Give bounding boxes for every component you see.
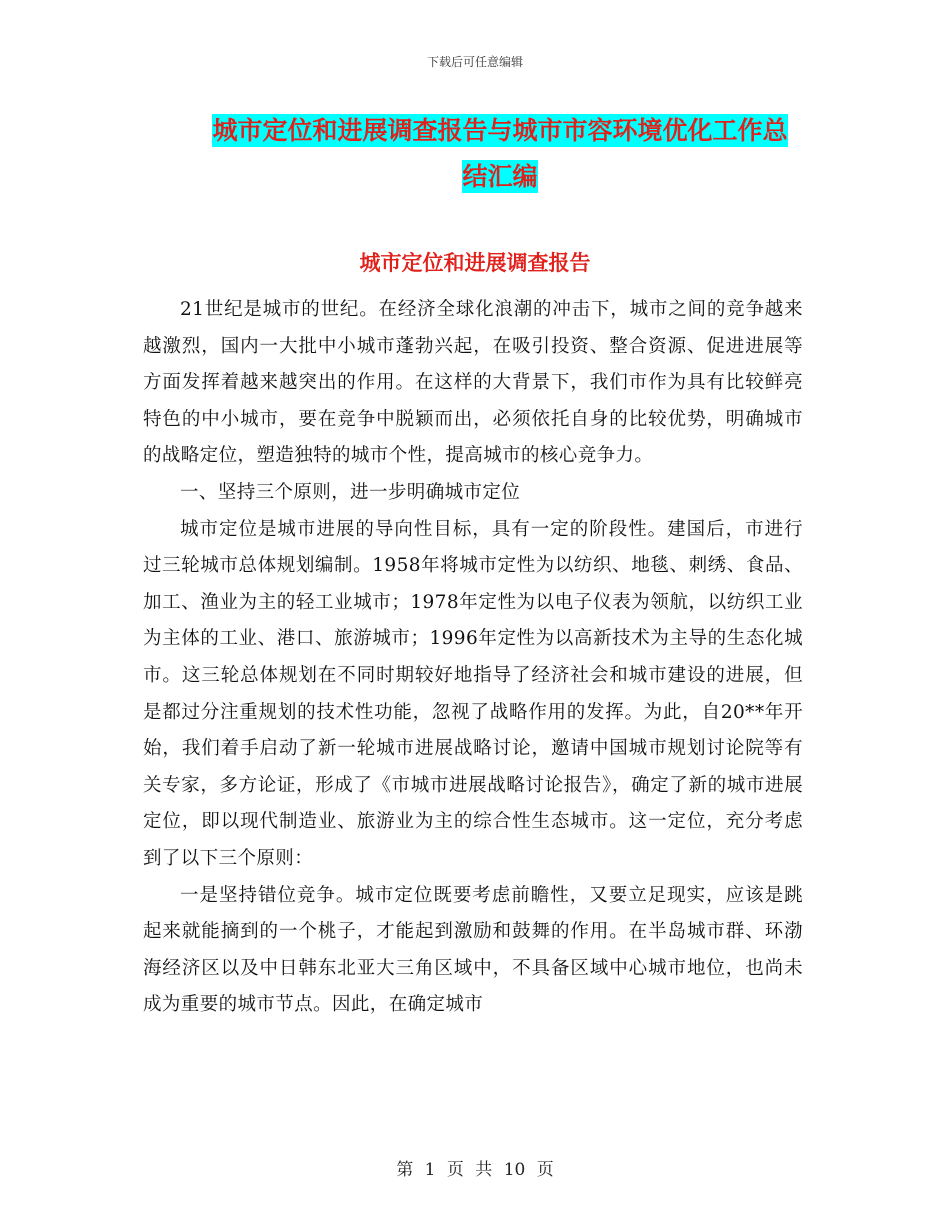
page-footer: 第 1 页 共 10 页 — [396, 1160, 554, 1180]
header-note: 下载后可任意编辑 — [426, 55, 523, 69]
document-title — [150, 108, 850, 200]
paragraph-staggered-competition: 一是坚持错位竞争。城市定位既要考虑前瞻性，又要立足现实，应该是跳起来就能摘到的一个桃子，才能起到激励和鼓舞的作用。在半岛城市群、环渤海经济区以及中日韩东北亚大三角区域中，不具备区域中心城市地位，也尚未成为重要的城市节点。因此，在确定城市 — [143, 884, 803, 1016]
section-title: 城市定位和进展调查报告 — [359, 250, 591, 275]
document-title-line-2: 结汇编 — [462, 162, 538, 191]
paragraph-heading-principles: 一、坚持三个原则，进一步明确城市定位 — [180, 481, 521, 503]
paragraph-city-positioning: 城市定位是城市进展的导向性目标，具有一定的阶段性。建国后，市进行过三轮城市总体规划编制。1958年将城市定性为以纺织、地毯、刺绣、食品、加工、渔业为主的轻工业城市；1978年定性为以电子仪表为领航，以纺织工业为主体的工业、港口、旅游城市；1996年定性为以高新技术为主导的生态化城市。这三轮总体规划在不同时期较好地指导了经济社会和城市建设的进展，但是都过分注重规划的技术性功能，忽视了战略作用的发挥。为此，自20**年开始，我们着手启动了新一轮城市进展战略讨论，邀请中国城市规划讨论院等有关专家，多方论证，形成了《市城市进展战略讨论报告》，确定了新的城市进展定位，即以现代制造业、旅游业为主的综合性生态城市。这一定位，充分考虑到了以下三个原则： — [143, 518, 803, 869]
body-text — [143, 292, 803, 1024]
paragraph-intro: 21世纪是城市的世纪。在经济全球化浪潮的冲击下，城市之间的竞争越来越激烈，国内一大批中小城市蓬勃兴起，在吸引投资、整合资源、促进进展等方面发挥着越来越突出的作用。在这样的大背景下，我们市作为具有比较鲜亮特色的中小城市，要在竞争中脱颖而出，必须依托自身的比较优势，明确城市的战略定位，塑造独特的城市个性，提高城市的核心竞争力。 — [143, 299, 803, 467]
document-title-line-1: 城市定位和进展调查报告与城市市容环境优化工作总 — [212, 116, 788, 145]
